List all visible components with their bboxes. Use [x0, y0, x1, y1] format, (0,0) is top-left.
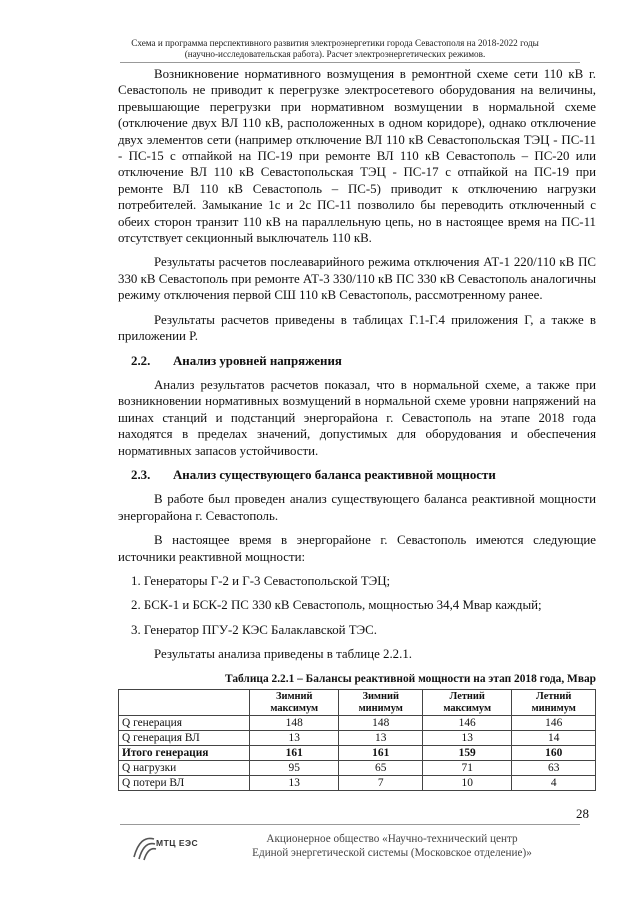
paragraph-послеаварийный-режим: Результаты расчетов послеаварийного режима отключения АТ-1 220/110 кВ ПС 330 кВ Севастополь при ремонте АТ-3 330/110 кВ ПС 330 кВ Севастополь аналогичны режиму отключения первой СШ 110 кВ Севастополь, рассмотренному ранее.	[118, 255, 596, 303]
section-heading-2-3	[118, 467, 596, 483]
table-cell: 10	[422, 776, 511, 791]
row-label: Q генерация ВЛ	[119, 731, 250, 746]
table-cell: 65	[339, 761, 423, 776]
table-cell: 95	[250, 761, 339, 776]
row-label: Q потери ВЛ	[119, 776, 250, 791]
section-number: 2.3.	[131, 467, 151, 482]
table-corner-cell	[119, 690, 250, 716]
table-cell: 160	[512, 746, 596, 761]
page-number: 28	[576, 806, 589, 821]
table-cell: 159	[422, 746, 511, 761]
paragraph-ремонтная-схема: Возникновение нормативного возмущения в ремонтной схеме сети 110 кВ г. Севастополь не приводит к перегрузке электросетевого оборудования на величины, превышающие перегрузки при нормативном возмущении в нормальной схеме (отключение двух ВЛ 110 кВ, расположенных в одном коридоре), однако отключение двух элементов сети (например отключение ВЛ 110 кВ Севастопольская ТЭЦ - ПС-11 - ПС-15 с отпайкой на ПС-19 при ремонте ВЛ 110 кВ Севастополь – ПС-20 или отключение ВЛ 110 кВ Севастопольская ТЭЦ - ПС-17 с отпайкой на ПС-19 при ремонте ВЛ 110 кВ Севастополь – ПС-5) приводит к отключению нагрузки потребителей. Замыкание 1с и 2с ПС-11 позволило бы переводить отключенный с обеих сторон транзит 110 кВ на параллельную цепь, но в настоящее время на ПС-11 отсутствует секционный выключатель 110 кВ.	[118, 67, 596, 246]
paragraph-анализ-напряжений: Анализ результатов расчетов показал, что в нормальной схеме, а также при возникновении нормативных возмущений в нормальной схеме уровни напряжений на шинах станций и подстанций энергорайона г. Севастополь на этапе 2018 года находятся в пределах значений, допустимых для оборудования и обеспечения нормативных запасов устойчивости.	[118, 377, 596, 458]
table-cell: 13	[339, 731, 423, 746]
section-title: Анализ существующего баланса реактивной мощности	[173, 467, 496, 482]
paragraph-источники: В настоящее время в энергорайоне г. Севастополь имеются следующие источники реактивной мощности:	[118, 533, 596, 564]
table-cell: 4	[512, 776, 596, 791]
table-cell: 13	[250, 776, 339, 791]
list-item: 3. Генератор ПГУ-2 КЭС Балаклавской ТЭС.	[131, 622, 377, 637]
header-line-2: (научно-исследовательская работа). Расчет электроэнергетических режимов.	[184, 49, 486, 59]
header-line-1: Схема и программа перспективного развития электроэнергетики города Севастополя на 2018-2022 годы	[131, 38, 539, 48]
section-title: Анализ уровней напряжения	[173, 353, 342, 368]
running-header	[90, 38, 580, 60]
table-cell: 161	[250, 746, 339, 761]
footer-line-1: Акционерное общество «Научно-технический центр	[266, 833, 518, 845]
row-label: Q генерация	[119, 716, 250, 731]
table-row	[119, 776, 596, 791]
table-cell: 161	[339, 746, 423, 761]
table-cell: 148	[250, 716, 339, 731]
table-cell: 146	[422, 716, 511, 731]
page-body	[118, 66, 596, 791]
table-cell: 146	[512, 716, 596, 731]
column-header-winter-max: Зимний максимум	[250, 690, 339, 716]
footer-line-2: Единой энергетической системы (Московское отделение)»	[252, 847, 532, 859]
company-logo-text: МТЦ ЕЭС	[156, 838, 199, 848]
table-cell: 7	[339, 776, 423, 791]
table-cell: 71	[422, 761, 511, 776]
table-cell: 148	[339, 716, 423, 731]
reactive-power-balance-table	[118, 689, 596, 791]
list-item: 2. БСК-1 и БСК-2 ПС 330 кВ Севастополь, мощностью 34,4 Мвар каждый;	[131, 598, 542, 613]
table-cell: 14	[512, 731, 596, 746]
table-cell: 63	[512, 761, 596, 776]
table-header-row	[119, 690, 596, 716]
section-number: 2.2.	[131, 353, 151, 368]
table-cell: 13	[422, 731, 511, 746]
column-header-summer-max: Летний максимум	[422, 690, 511, 716]
column-header-summer-min: Летний минимум	[512, 690, 596, 716]
header-divider	[120, 62, 580, 63]
table-row	[119, 716, 596, 731]
table-row	[119, 731, 596, 746]
running-footer	[200, 832, 584, 860]
list-item: 1. Генераторы Г-2 и Г-3 Севастопольской ТЭЦ;	[131, 573, 391, 588]
row-label: Итого генерация	[119, 746, 250, 761]
section-heading-2-2	[118, 353, 596, 369]
row-label: Q нагрузки	[119, 761, 250, 776]
table-row-total	[119, 746, 596, 761]
table-cell: 13	[250, 731, 339, 746]
column-header-winter-min: Зимний минимум	[339, 690, 423, 716]
table-caption: Таблица 2.2.1 – Балансы реактивной мощности на этап 2018 года, Мвар	[225, 672, 596, 685]
paragraph-ссылка-на-таблицу: Результаты анализа приведены в таблице 2.2.1.	[154, 647, 413, 662]
footer-divider	[120, 824, 580, 825]
paragraph-ссылка-на-приложения: Результаты расчетов приведены в таблицах Г.1-Г.4 приложения Г, а также в приложении Р.	[118, 312, 596, 344]
table-row	[119, 761, 596, 776]
paragraph-анализ-баланса: В работе был проведен анализ существующего баланса реактивной мощности энергорайона г. Севастополь.	[118, 492, 596, 523]
